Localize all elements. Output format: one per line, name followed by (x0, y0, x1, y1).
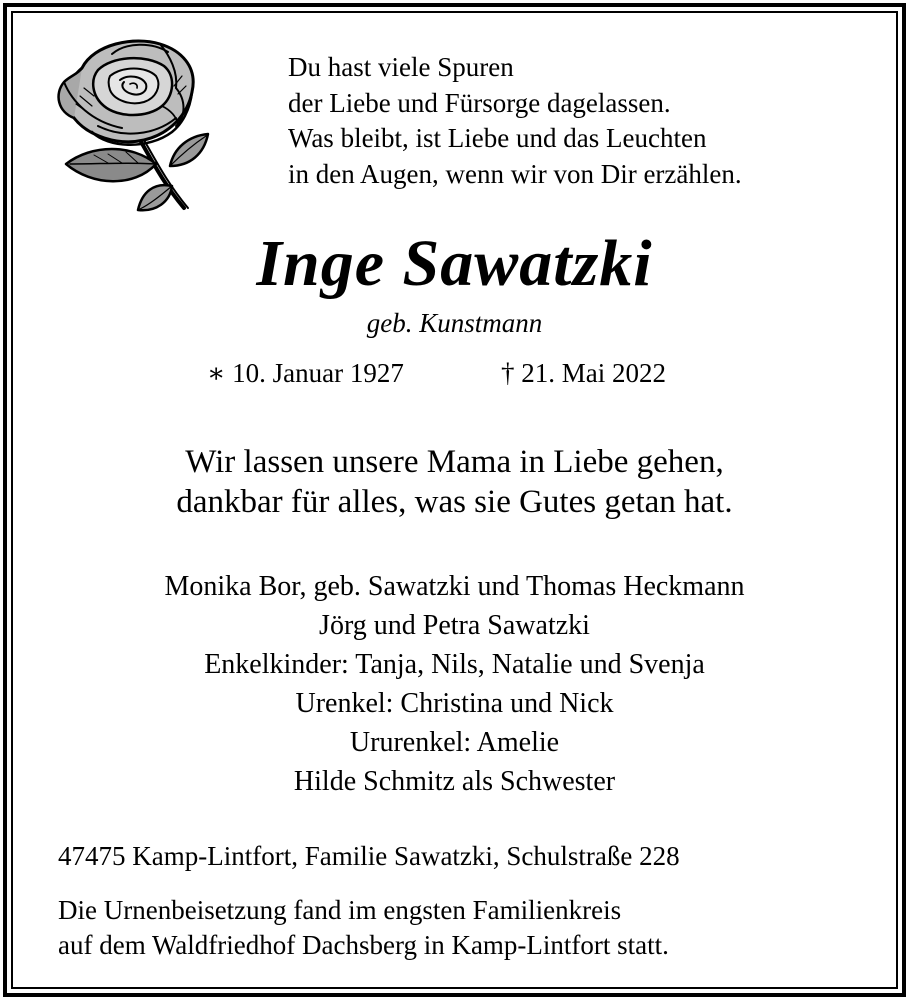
family-address: 47475 Kamp-Lintfort, Familie Sawatzki, Schulstraße 228 (58, 841, 680, 871)
mourner-line: Urenkel: Christina und Nick (295, 688, 614, 719)
poem-line: in den Augen, wenn wir von Dir erzählen. (288, 158, 742, 189)
quote-line: dankbar für alles, was sie Gutes getan hat. (176, 484, 733, 520)
quote-line: Wir lassen unsere Mama in Liebe gehen, (185, 444, 724, 480)
burial-notice (58, 893, 669, 963)
mourner-line: Monika Bor, geb. Sawatzki und Thomas Heckmann (164, 571, 745, 602)
rose-icon (52, 36, 214, 214)
burial-line: Die Urnenbeisetzung fand im engsten Familienkreis (58, 895, 622, 925)
mourners-list (0, 567, 909, 801)
burial-line: auf dem Waldfriedhof Dachsberg in Kamp-Lintfort statt. (58, 930, 669, 960)
mourner-line: Ururenkel: Amelie (349, 727, 560, 758)
poem-line: der Liebe und Fürsorge dagelassen. (288, 87, 671, 118)
deceased-name: Inge Sawatzki (256, 227, 653, 300)
mourner-line: Hilde Schmitz als Schwester (293, 766, 616, 797)
maiden-name: geb. Kunstmann (366, 308, 543, 338)
death-date: † 21. Mai 2022 (501, 358, 666, 388)
poem-line: Was bleibt, ist Liebe und das Leuchten (288, 123, 707, 153)
poem-line: Du hast viele Spuren (288, 52, 514, 82)
mourner-line: Jörg und Petra Sawatzki (319, 610, 590, 641)
farewell-quote (0, 442, 909, 522)
poem (288, 50, 742, 192)
birth-date: ∗ 10. Januar 1927 (207, 358, 404, 388)
mourner-line: Enkelkinder: Tanja, Nils, Natalie und Svenja (204, 649, 705, 680)
